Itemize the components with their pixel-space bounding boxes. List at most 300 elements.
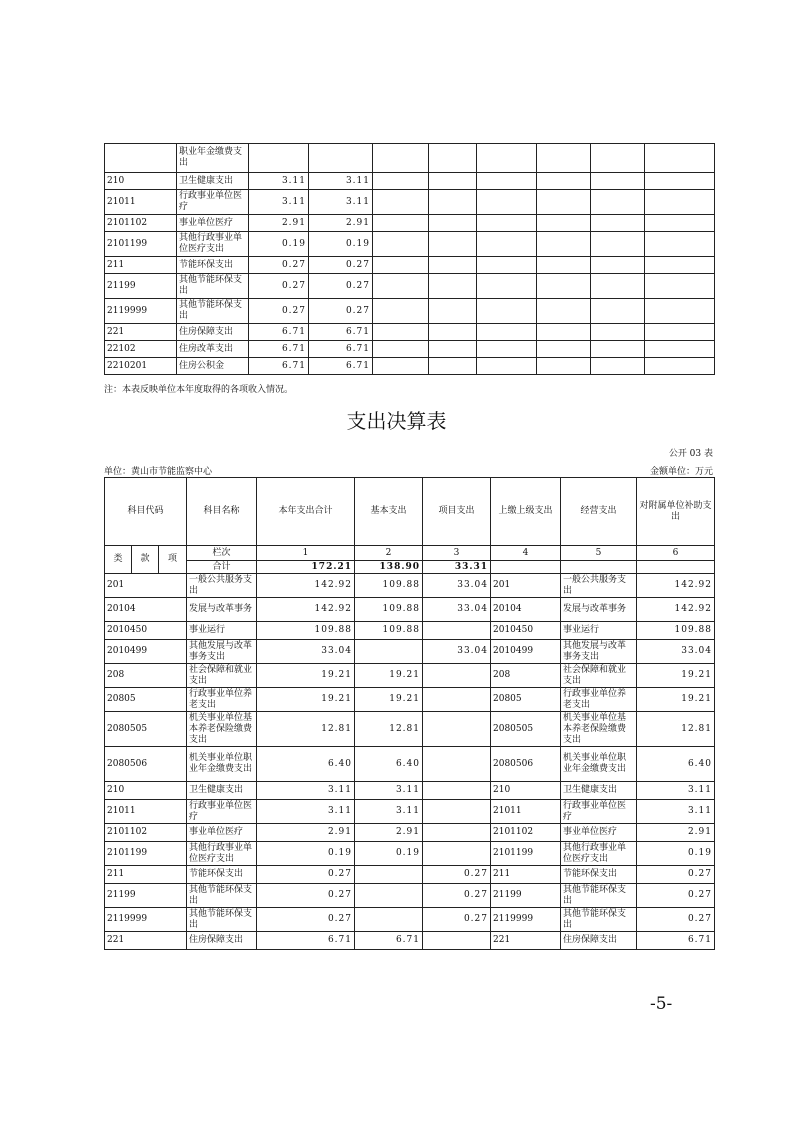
row-code: 2119999	[105, 299, 177, 324]
row-value-1: 3.11	[249, 190, 309, 215]
row-value-2: 6.71	[309, 341, 373, 358]
row-code: 2010450	[105, 622, 187, 640]
row-name: 一般公共服务支出	[187, 574, 257, 598]
empty-cell	[429, 232, 477, 257]
row-name: 住房改革支出	[177, 341, 249, 358]
row-name: 住房公积金	[177, 358, 249, 375]
row-name-right: 机关事业单位职业年金缴费支出	[561, 747, 637, 782]
income-table-continued	[104, 143, 715, 375]
row-code-right: 201	[491, 574, 561, 598]
empty-cell	[591, 173, 645, 190]
empty-cell	[429, 257, 477, 274]
row-code: 21199	[105, 884, 187, 908]
total-label: 合计	[187, 561, 257, 574]
row-subsidy-value: 12.81	[637, 712, 715, 747]
row-value-2	[309, 144, 373, 173]
row-name: 其他发展与改革事务支出	[187, 640, 257, 664]
row-name-right: 行政事业单位医疗	[561, 800, 637, 824]
row-code: 2080505	[105, 712, 187, 747]
col-number-3: 3	[423, 546, 491, 561]
row-subsidy-value: 142.92	[637, 574, 715, 598]
row-name: 机关事业单位职业年金缴费支出	[187, 747, 257, 782]
table-row	[105, 932, 715, 950]
row-total: 6.40	[257, 747, 355, 782]
row-name: 社会保障和就业支出	[187, 664, 257, 688]
row-name-right: 节能环保支出	[561, 866, 637, 884]
empty-cell	[537, 232, 591, 257]
empty-cell	[373, 144, 429, 173]
row-code-right: 2080506	[491, 747, 561, 782]
row-subsidy-value: 33.04	[637, 640, 715, 664]
empty-cell	[645, 358, 715, 375]
table-row	[105, 688, 715, 712]
empty-cell	[477, 173, 537, 190]
empty-cell	[645, 299, 715, 324]
header-lanci: 栏次	[187, 546, 257, 561]
empty-cell	[645, 257, 715, 274]
row-project	[423, 747, 491, 782]
table-row	[105, 712, 715, 747]
header-xiang: 项	[159, 546, 187, 574]
empty-cell	[645, 190, 715, 215]
row-code-right: 211	[491, 866, 561, 884]
row-name: 行政事业单位养老支出	[187, 688, 257, 712]
row-subsidy-value: 109.88	[637, 622, 715, 640]
row-subsidy-value: 0.19	[637, 842, 715, 866]
row-project	[423, 842, 491, 866]
empty-cell	[477, 144, 537, 173]
header-total: 本年支出合计	[257, 478, 355, 546]
row-project: 33.04	[423, 640, 491, 664]
empty-cell	[477, 324, 537, 341]
empty-cell	[645, 144, 715, 173]
row-value-1: 0.27	[249, 274, 309, 299]
row-subsidy-value: 0.27	[637, 866, 715, 884]
row-project	[423, 664, 491, 688]
empty-cell	[373, 232, 429, 257]
empty-cell	[429, 173, 477, 190]
table-row	[105, 664, 715, 688]
empty-cell	[429, 358, 477, 375]
empty-cell	[373, 274, 429, 299]
row-total: 12.81	[257, 712, 355, 747]
row-basic: 19.21	[355, 688, 423, 712]
table-row	[105, 842, 715, 866]
row-code-right: 2010450	[491, 622, 561, 640]
empty-cell	[537, 299, 591, 324]
empty-cell	[373, 358, 429, 375]
row-total: 2.91	[257, 824, 355, 842]
row-name: 节能环保支出	[177, 257, 249, 274]
row-project: 0.27	[423, 866, 491, 884]
row-name: 发展与改革事务	[187, 598, 257, 622]
empty-cell	[373, 215, 429, 232]
row-total: 0.27	[257, 866, 355, 884]
row-code: 211	[105, 257, 177, 274]
row-code: 2101199	[105, 842, 187, 866]
row-code: 2101199	[105, 232, 177, 257]
empty-cell	[373, 173, 429, 190]
header-name: 科目名称	[187, 478, 257, 546]
empty-cell	[477, 299, 537, 324]
row-code: 201	[105, 574, 187, 598]
row-value-2: 6.71	[309, 358, 373, 375]
row-value-1: 0.19	[249, 232, 309, 257]
row-total: 6.71	[257, 932, 355, 950]
row-value-1	[249, 144, 309, 173]
row-basic: 19.21	[355, 664, 423, 688]
row-total: 142.92	[257, 598, 355, 622]
row-code-right: 2101199	[491, 842, 561, 866]
row-name-right: 事业单位医疗	[561, 824, 637, 842]
empty-cell	[537, 274, 591, 299]
table-row	[105, 824, 715, 842]
row-project	[423, 622, 491, 640]
row-name: 卫生健康支出	[187, 782, 257, 800]
row-name: 事业单位医疗	[177, 215, 249, 232]
table-row	[105, 598, 715, 622]
page-title: 支出决算表	[346, 409, 447, 433]
row-name-right: 一般公共服务支出	[561, 574, 637, 598]
row-name: 其他节能环保支出	[187, 908, 257, 932]
total-subsidy	[637, 561, 715, 574]
table-row	[105, 257, 715, 274]
table-row	[105, 640, 715, 664]
row-total: 3.11	[257, 782, 355, 800]
row-basic: 2.91	[355, 824, 423, 842]
row-project: 0.27	[423, 884, 491, 908]
row-code: 211	[105, 866, 187, 884]
row-name: 行政事业单位医疗	[187, 800, 257, 824]
row-subsidy-value: 3.11	[637, 800, 715, 824]
row-basic	[355, 908, 423, 932]
row-total: 0.27	[257, 884, 355, 908]
row-project	[423, 712, 491, 747]
table-note: 注：本表反映单位本年度取得的各项收入情况。	[104, 385, 294, 395]
row-subsidy-value: 2.91	[637, 824, 715, 842]
row-name-right: 事业运行	[561, 622, 637, 640]
table-row	[105, 173, 715, 190]
row-name-right: 其他节能环保支出	[561, 884, 637, 908]
table-row	[105, 324, 715, 341]
row-basic: 109.88	[355, 574, 423, 598]
empty-cell	[537, 257, 591, 274]
row-basic	[355, 866, 423, 884]
row-subsidy-value: 142.92	[637, 598, 715, 622]
row-total: 19.21	[257, 664, 355, 688]
table-row	[105, 866, 715, 884]
row-name: 行政事业单位医疗	[177, 190, 249, 215]
row-value-2: 3.11	[309, 173, 373, 190]
row-name-right: 机关事业单位基本养老保险缴费支出	[561, 712, 637, 747]
row-code: 2101102	[105, 215, 177, 232]
empty-cell	[537, 215, 591, 232]
row-name: 住房保障支出	[187, 932, 257, 950]
table-row	[105, 215, 715, 232]
row-basic: 109.88	[355, 598, 423, 622]
row-code-right: 2080505	[491, 712, 561, 747]
row-value-1: 6.71	[249, 341, 309, 358]
row-basic	[355, 884, 423, 908]
row-value-2: 3.11	[309, 190, 373, 215]
total-row	[105, 561, 715, 574]
empty-cell	[429, 144, 477, 173]
row-code: 21011	[105, 800, 187, 824]
row-code: 2101102	[105, 824, 187, 842]
row-total: 3.11	[257, 800, 355, 824]
empty-cell	[537, 341, 591, 358]
row-code-right: 21011	[491, 800, 561, 824]
row-name: 职业年金缴费支出	[177, 144, 249, 173]
table-row	[105, 144, 715, 173]
row-value-1: 3.11	[249, 173, 309, 190]
empty-cell	[645, 232, 715, 257]
row-basic: 12.81	[355, 712, 423, 747]
row-code: 22102	[105, 341, 177, 358]
row-code: 20104	[105, 598, 187, 622]
row-subsidy-value: 19.21	[637, 664, 715, 688]
row-name: 事业运行	[187, 622, 257, 640]
row-code: 210	[105, 782, 187, 800]
empty-cell	[645, 173, 715, 190]
header-upper: 上缴上级支出	[491, 478, 561, 546]
row-name: 节能环保支出	[187, 866, 257, 884]
empty-cell	[477, 274, 537, 299]
header-basic: 基本支出	[355, 478, 423, 546]
row-project: 33.04	[423, 574, 491, 598]
header-kuan: 款	[132, 546, 159, 574]
col-number-6: 6	[637, 546, 715, 561]
empty-cell	[645, 341, 715, 358]
empty-cell	[477, 257, 537, 274]
total-upper	[491, 561, 561, 574]
row-basic: 6.40	[355, 747, 423, 782]
empty-cell	[591, 324, 645, 341]
empty-cell	[537, 173, 591, 190]
empty-cell	[591, 190, 645, 215]
amount-unit-label: 金额单位：万元	[649, 467, 713, 477]
row-name: 卫生健康支出	[177, 173, 249, 190]
row-subsidy-value: 6.71	[637, 932, 715, 950]
table-row	[105, 884, 715, 908]
table-row	[105, 299, 715, 324]
header-row	[105, 478, 715, 546]
empty-cell	[373, 257, 429, 274]
row-code-right: 20805	[491, 688, 561, 712]
empty-cell	[429, 274, 477, 299]
row-code-right: 2010499	[491, 640, 561, 664]
empty-cell	[477, 341, 537, 358]
table-row	[105, 622, 715, 640]
empty-cell	[373, 190, 429, 215]
row-code: 21199	[105, 274, 177, 299]
row-value-2: 0.19	[309, 232, 373, 257]
total-project: 33.31	[423, 561, 491, 574]
empty-cell	[429, 215, 477, 232]
column-number-row	[105, 546, 715, 561]
row-name: 其他行政事业单位医疗支出	[187, 842, 257, 866]
expenditure-table	[104, 477, 715, 950]
row-name-right: 其他发展与改革事务支出	[561, 640, 637, 664]
row-name: 事业单位医疗	[187, 824, 257, 842]
row-project	[423, 688, 491, 712]
row-name-right: 行政事业单位养老支出	[561, 688, 637, 712]
row-code: 21011	[105, 190, 177, 215]
empty-cell	[591, 299, 645, 324]
row-total: 0.19	[257, 842, 355, 866]
row-code: 20805	[105, 688, 187, 712]
empty-cell	[373, 324, 429, 341]
table-row	[105, 190, 715, 215]
empty-cell	[429, 299, 477, 324]
table-row	[105, 274, 715, 299]
table-row	[105, 747, 715, 782]
page-number: -5-	[650, 994, 673, 1014]
row-total: 33.04	[257, 640, 355, 664]
row-basic	[355, 640, 423, 664]
row-value-2: 6.71	[309, 324, 373, 341]
row-code: 210	[105, 173, 177, 190]
empty-cell	[645, 274, 715, 299]
row-value-2: 0.27	[309, 274, 373, 299]
empty-cell	[429, 324, 477, 341]
header-project: 项目支出	[423, 478, 491, 546]
empty-cell	[591, 341, 645, 358]
row-basic: 109.88	[355, 622, 423, 640]
empty-cell	[373, 299, 429, 324]
row-name: 其他节能环保支出	[187, 884, 257, 908]
row-value-1: 2.91	[249, 215, 309, 232]
row-basic: 0.19	[355, 842, 423, 866]
row-code: 221	[105, 932, 187, 950]
row-name-right: 住房保障支出	[561, 932, 637, 950]
row-code-right: 2119999	[491, 908, 561, 932]
table-row	[105, 358, 715, 375]
empty-cell	[429, 190, 477, 215]
row-subsidy-value: 19.21	[637, 688, 715, 712]
row-subsidy-value: 3.11	[637, 782, 715, 800]
row-code: 2080506	[105, 747, 187, 782]
table-row	[105, 574, 715, 598]
row-value-1: 0.27	[249, 257, 309, 274]
empty-cell	[477, 232, 537, 257]
header-lei: 类	[105, 546, 132, 574]
row-total: 109.88	[257, 622, 355, 640]
col-number-4: 4	[491, 546, 561, 561]
row-code-right: 208	[491, 664, 561, 688]
row-basic: 3.11	[355, 782, 423, 800]
empty-cell	[537, 358, 591, 375]
row-name-right: 发展与改革事务	[561, 598, 637, 622]
row-name-right: 其他行政事业单位医疗支出	[561, 842, 637, 866]
table-row	[105, 232, 715, 257]
total-basic: 138.90	[355, 561, 423, 574]
row-code: 221	[105, 324, 177, 341]
row-name-right: 社会保障和就业支出	[561, 664, 637, 688]
row-code: 2210201	[105, 358, 177, 375]
row-project	[423, 824, 491, 842]
row-name-right: 卫生健康支出	[561, 782, 637, 800]
row-total: 19.21	[257, 688, 355, 712]
row-code-right: 20104	[491, 598, 561, 622]
row-value-2: 0.27	[309, 299, 373, 324]
row-subsidy-value: 6.40	[637, 747, 715, 782]
total-value: 172.21	[257, 561, 355, 574]
row-name: 其他节能环保支出	[177, 274, 249, 299]
row-code: 2010499	[105, 640, 187, 664]
col-number-5: 5	[561, 546, 637, 561]
row-project: 33.04	[423, 598, 491, 622]
row-value-1: 6.71	[249, 324, 309, 341]
row-project	[423, 932, 491, 950]
row-name-right: 其他节能环保支出	[561, 908, 637, 932]
empty-cell	[645, 215, 715, 232]
empty-cell	[373, 341, 429, 358]
row-name: 其他行政事业单位医疗支出	[177, 232, 249, 257]
empty-cell	[537, 324, 591, 341]
row-basic: 3.11	[355, 800, 423, 824]
empty-cell	[591, 144, 645, 173]
header-business: 经营支出	[561, 478, 637, 546]
table-row	[105, 908, 715, 932]
row-code-right: 221	[491, 932, 561, 950]
table-row	[105, 341, 715, 358]
col-number-1: 1	[257, 546, 355, 561]
empty-cell	[477, 190, 537, 215]
row-code: 208	[105, 664, 187, 688]
row-value-2: 2.91	[309, 215, 373, 232]
empty-cell	[591, 257, 645, 274]
empty-cell	[537, 190, 591, 215]
empty-cell	[591, 215, 645, 232]
row-name: 住房保障支出	[177, 324, 249, 341]
row-subsidy-value: 0.27	[637, 884, 715, 908]
row-project: 0.27	[423, 908, 491, 932]
row-project	[423, 800, 491, 824]
table-row	[105, 782, 715, 800]
row-total: 0.27	[257, 908, 355, 932]
unit-label: 单位：黄山市节能监察中心	[104, 467, 213, 477]
row-code-right: 2101102	[491, 824, 561, 842]
row-value-2: 0.27	[309, 257, 373, 274]
row-total: 142.92	[257, 574, 355, 598]
empty-cell	[591, 358, 645, 375]
form-number: 公开 03 表	[668, 449, 713, 459]
empty-cell	[477, 358, 537, 375]
header-code: 科目代码	[105, 478, 187, 546]
empty-cell	[477, 215, 537, 232]
row-code	[105, 144, 177, 173]
row-value-1: 6.71	[249, 358, 309, 375]
row-name: 机关事业单位基本养老保险缴费支出	[187, 712, 257, 747]
empty-cell	[429, 341, 477, 358]
row-value-1: 0.27	[249, 299, 309, 324]
total-business	[561, 561, 637, 574]
row-name: 其他节能环保支出	[177, 299, 249, 324]
empty-cell	[537, 144, 591, 173]
header-subsidy: 对附属单位补助支出	[637, 478, 715, 546]
empty-cell	[645, 324, 715, 341]
empty-cell	[591, 232, 645, 257]
row-code-right: 210	[491, 782, 561, 800]
table-row	[105, 800, 715, 824]
row-basic: 6.71	[355, 932, 423, 950]
empty-cell	[591, 274, 645, 299]
row-code: 2119999	[105, 908, 187, 932]
col-number-2: 2	[355, 546, 423, 561]
row-subsidy-value: 0.27	[637, 908, 715, 932]
row-project	[423, 782, 491, 800]
